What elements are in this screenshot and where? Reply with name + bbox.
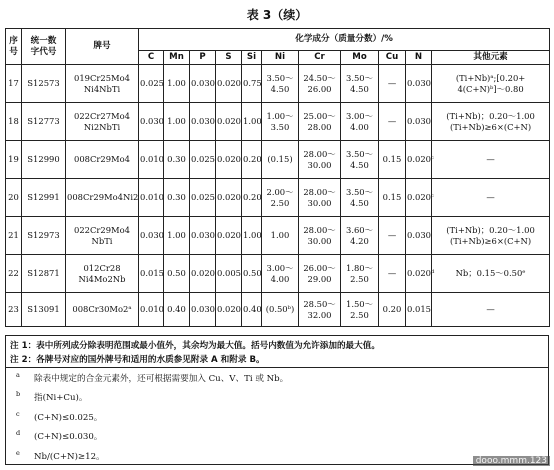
cell-ni: 3.50～ 4.50 [262,65,299,103]
header-mo: Mo [341,51,379,65]
header-code: 统一数 字代号 [22,29,66,65]
footnote-text: (C+N)≤0.030。 [34,432,103,443]
footnote-mark: a [16,371,20,379]
header-composition: 化学成分（质量分数）/% [139,29,550,51]
cell-cu: 0.20 [379,293,406,327]
cell-code: S12773 [22,103,66,141]
footnotes [6,368,548,465]
cell-grade: 012Cr28 Ni4Mo2Nb [66,255,139,293]
cell-p: 0.025 [190,179,216,217]
footnote-text: 指(Ni+Cu)。 [34,393,88,404]
cell-ni: 2.00～ 2.50 [262,179,299,217]
cell-cr: 25.00～ 28.00 [299,103,341,141]
cell-si: 1.00 [242,217,262,255]
cell-si: 1.00 [242,103,262,141]
table-row [6,141,550,179]
cell-n: 0.015 [406,293,432,327]
cell-ni: 1.00 [262,217,299,255]
cell-code: S12991 [22,179,66,217]
footnote-mark: d [16,429,21,438]
cell-cr: 28.00～ 30.00 [299,141,341,179]
cell-grade: 022Cr27Mo4 Ni2NbTi [66,103,139,141]
cell-other: — [432,141,550,179]
footnote-text: Nb/(C+N)≥12。 [34,451,105,462]
table-row [6,293,550,327]
cell-p: 0.030 [190,217,216,255]
cell-c: 0.010 [139,141,164,179]
cell-mo: 3.50～ 4.50 [341,141,379,179]
cell-seq: 18 [6,103,22,141]
cell-n: 0.020ᶜ [406,141,432,179]
cell-c: 0.030 [139,103,164,141]
cell-cu: 0.15 [379,179,406,217]
cell-mo: 1.50～ 2.50 [341,293,379,327]
cell-mn: 0.30 [164,179,190,217]
cell-si: 0.50 [242,255,262,293]
header-c: C [139,51,164,65]
cell-cr: 28.00～ 30.00 [299,179,341,217]
table-title: 表 3（续） [246,8,308,22]
cell-mn: 1.00 [164,65,190,103]
cell-grade: 008Cr29Mo4Ni2 [66,179,139,217]
footnote-item [16,426,548,445]
cell-mn: 0.50 [164,255,190,293]
header-si: Si [242,51,262,65]
footnote-item [16,387,548,406]
composition-table [5,28,550,327]
cell-ni: 1.00～ 3.50 [262,103,299,141]
cell-s: 0.020 [216,179,242,217]
cell-cr: 26.00～ 29.00 [299,255,341,293]
table-row [6,217,550,255]
watermark: dooo.mmm.123 [473,456,550,466]
cell-ni: (0.15) [262,141,299,179]
cell-cu: — [379,255,406,293]
cell-cu: 0.15 [379,141,406,179]
footnote-text: (C+N)≤0.025。 [34,412,103,423]
cell-mo: 3.50～ 4.50 [341,65,379,103]
cell-s: 0.020 [216,141,242,179]
footnote-text: 除表中规定的合金元素外，还可根据需要加入 Cu、V、Ti 或 Nb。 [34,373,289,384]
cell-n: 0.030 [406,65,432,103]
cell-n: 0.020ᵈ [406,255,432,293]
cell-cu: — [379,103,406,141]
footnote-item [16,446,548,465]
cell-n: 0.020ᶜ [406,179,432,217]
cell-mn: 0.40 [164,293,190,327]
footnote-mark: e [16,448,20,457]
cell-mn: 1.00 [164,103,190,141]
cell-other: (Ti+Nb)；0.20～1.00 (Ti+Nb)≥6×(C+N) [432,103,550,141]
cell-mo: 3.50～ 4.50 [341,179,379,217]
cell-p: 0.030 [190,293,216,327]
cell-p: 0.020 [190,255,216,293]
cell-si: 0.20 [242,179,262,217]
cell-seq: 23 [6,293,22,327]
cell-cu: — [379,65,406,103]
cell-grade: 019Cr25Mo4 Ni4NbTi [66,65,139,103]
cell-code: S12573 [22,65,66,103]
cell-seq: 22 [6,255,22,293]
cell-p: 0.025 [190,141,216,179]
header-p: P [190,51,216,65]
cell-cr: 28.00～ 30.00 [299,217,341,255]
cell-grade: 008Cr29Mo4 [66,141,139,179]
header-cr: Cr [299,51,341,65]
cell-c: 0.025 [139,65,164,103]
table-row [6,179,550,217]
cell-p: 0.030 [190,65,216,103]
cell-mn: 0.30 [164,141,190,179]
cell-c: 0.010 [139,179,164,217]
cell-seq: 20 [6,179,22,217]
cell-seq: 17 [6,65,22,103]
notes-box [5,335,549,465]
cell-other: (Ti+Nb)；0.20～1.00 (Ti+Nb)≥6×(C+N) [432,217,550,255]
cell-s: 0.005 [216,255,242,293]
header-cu: Cu [379,51,406,65]
footnote-mark: c [16,409,20,418]
cell-n: 0.030 [406,103,432,141]
header-s: S [216,51,242,65]
cell-mo: 1.80～ 2.50 [341,255,379,293]
cell-grade: 008Cr30Mo2ᵃ [66,293,139,327]
cell-si: 0.40 [242,293,262,327]
cell-other: (Ti+Nb)ᵃ;[0.20+ 4(C+N)ᵇ]～0.80 [432,65,550,103]
cell-s: 0.020 [216,65,242,103]
cell-cr: 24.50～ 26.00 [299,65,341,103]
cell-mo: 3.00～ 4.00 [341,103,379,141]
cell-si: 0.20 [242,141,262,179]
cell-s: 0.020 [216,293,242,327]
cell-grade: 022Cr29Mo4 NbTi [66,217,139,255]
cell-s: 0.020 [216,217,242,255]
cell-mo: 3.60～ 4.20 [341,217,379,255]
cell-si: 0.75 [242,65,262,103]
note-2: 注 2：各牌号对应的国外牌号和适用的水质参见附录 A 和附录 B。 [10,355,265,365]
cell-other: — [432,293,550,327]
cell-c: 0.030 [139,217,164,255]
cell-seq: 21 [6,217,22,255]
header-seq: 序 号 [6,29,22,65]
cell-c: 0.015 [139,255,164,293]
footnote-item [16,368,548,387]
table-row [6,103,550,141]
header-grade: 牌号 [66,29,139,65]
note-1: 注 1：表中所列成分除表明范围或最小值外，其余均为最大值。括号内数值为允许添加的最大值。 [10,341,380,351]
table-row [6,65,550,103]
cell-cu: — [379,217,406,255]
cell-code: S12990 [22,141,66,179]
cell-n: 0.030 [406,217,432,255]
notes-main [6,336,548,368]
cell-code: S13091 [22,293,66,327]
cell-p: 0.030 [190,103,216,141]
header-mn: Mn [164,51,190,65]
cell-code: S12871 [22,255,66,293]
cell-s: 0.020 [216,103,242,141]
cell-mn: 1.00 [164,217,190,255]
cell-c: 0.010 [139,293,164,327]
cell-code: S12973 [22,217,66,255]
cell-ni: 3.00～ 4.00 [262,255,299,293]
header-n: N [406,51,432,65]
header-ni: Ni [262,51,299,65]
footnote-item [16,407,548,426]
cell-cr: 28.50～ 32.00 [299,293,341,327]
cell-seq: 19 [6,141,22,179]
cell-other: — [432,179,550,217]
header-other: 其他元素 [432,51,550,65]
cell-other: Nb；0.15～0.50ᵉ [432,255,550,293]
table-row [6,255,550,293]
cell-ni: (0.50ᵇ) [262,293,299,327]
footnote-mark: b [16,390,21,399]
